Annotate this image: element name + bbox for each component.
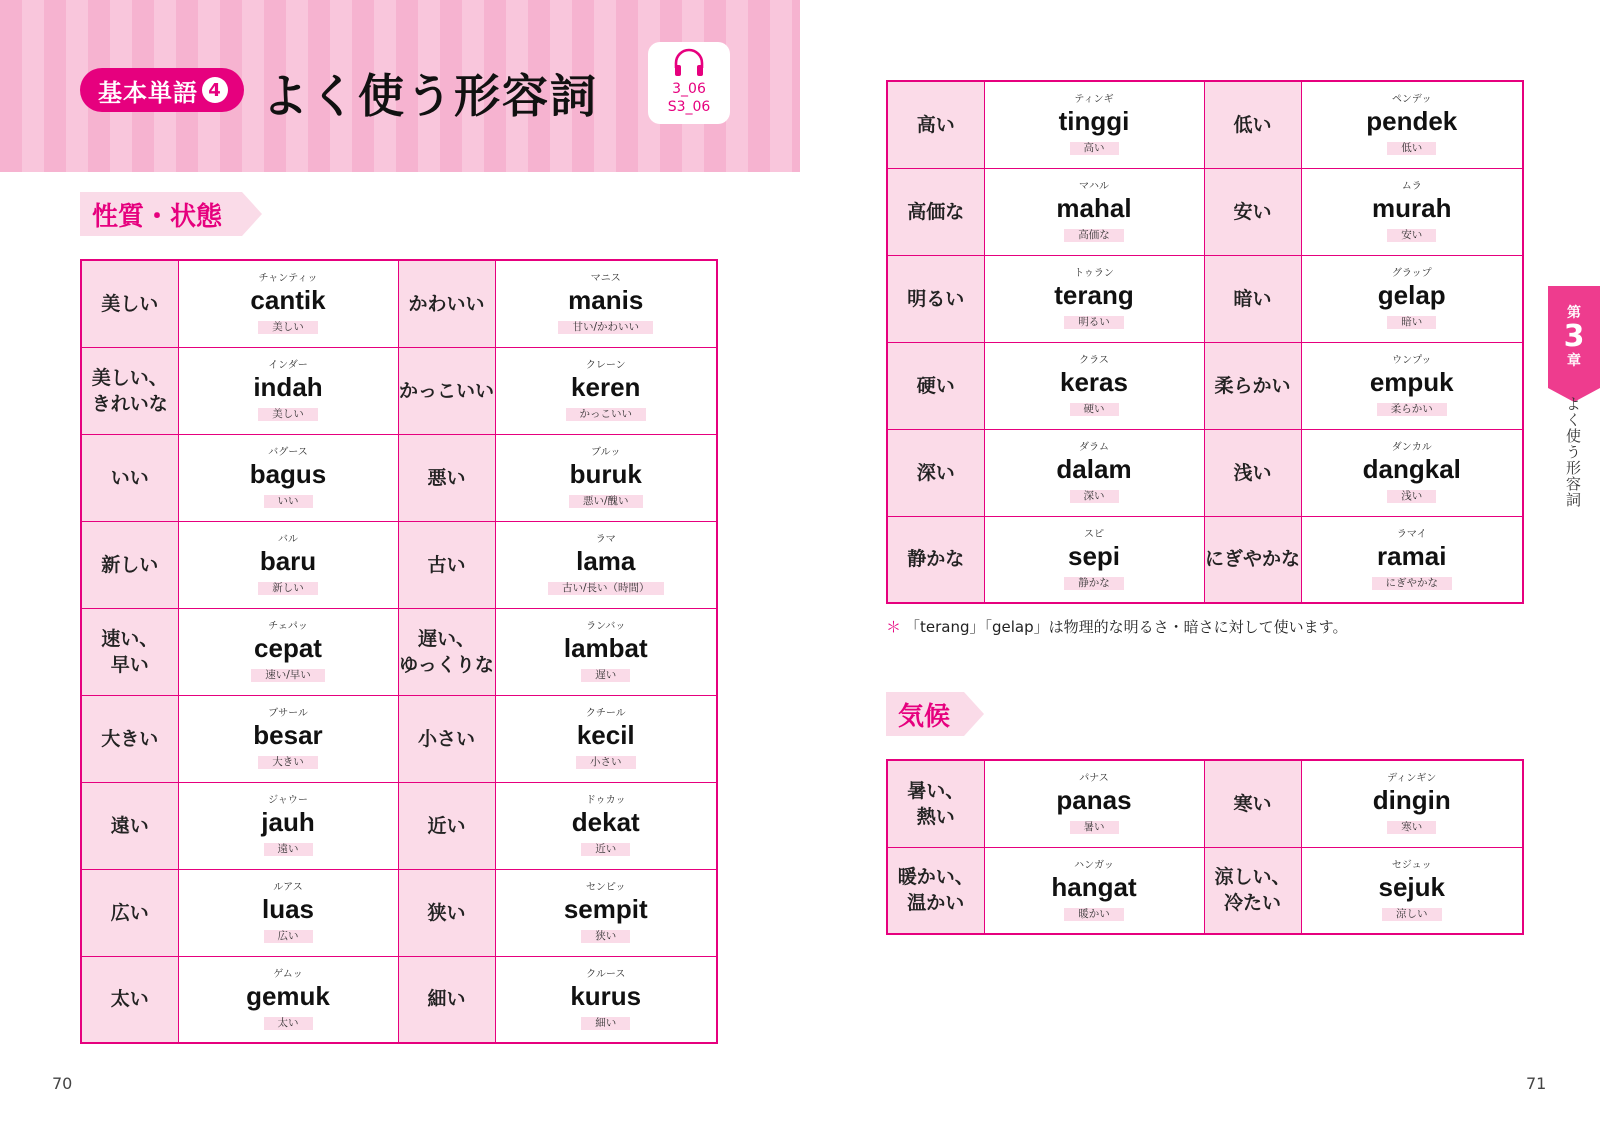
word-meaning: かっこいい (566, 408, 647, 421)
indonesian-word: dangkal (1362, 454, 1461, 484)
indonesian-word-cell (178, 956, 398, 1043)
pronunciation-ruby: バグース (268, 447, 308, 458)
japanese-term (1204, 81, 1301, 168)
japanese-term-text: 小さい (417, 727, 475, 750)
indonesian-word: bagus (249, 459, 327, 489)
pronunciation-ruby: ディンギン (1387, 773, 1437, 785)
audio-track-button[interactable] (648, 42, 730, 124)
indonesian-word: dingin (1372, 785, 1451, 816)
japanese-term (887, 255, 984, 342)
table-row (887, 847, 1523, 934)
indonesian-word-cell (495, 782, 717, 869)
japanese-term-text: 深い (916, 461, 955, 484)
pronunciation-ruby: ジャウー (268, 795, 308, 806)
indonesian-word-cell (495, 869, 717, 956)
japanese-term-text: 寒い (1233, 792, 1272, 815)
japanese-term (81, 956, 178, 1043)
word-meaning: 硬い (1070, 403, 1119, 416)
lesson-badge-label: 基本単語 (98, 78, 198, 107)
japanese-term-text: 古い (427, 553, 466, 576)
section-label-properties: 性質・状態 (80, 192, 242, 236)
japanese-term (1204, 847, 1301, 934)
pronunciation-ruby: ドゥカッ (585, 795, 626, 806)
pronunciation-ruby: チェパッ (268, 621, 308, 632)
word-meaning: 大きい (258, 756, 318, 769)
japanese-term-text: 大きい (101, 727, 159, 750)
indonesian-word: buruk (569, 459, 642, 489)
word-meaning: 甘い/かわいい (558, 321, 653, 334)
indonesian-word-cell (1301, 516, 1523, 603)
japanese-term-text: 遠い (110, 814, 149, 837)
pronunciation-ruby: ブサール (268, 708, 308, 719)
word-meaning: 美しい (258, 408, 318, 421)
pronunciation-ruby: インダー (268, 360, 308, 371)
indonesian-word: cantik (250, 285, 326, 316)
table-row (81, 956, 717, 1043)
note-text: 「terang」「gelap」は物理的な明るさ・暗さに対して使います。 (905, 618, 1348, 636)
chapter-tab-top: 第 (1567, 305, 1581, 321)
indonesian-word-cell (1301, 429, 1523, 516)
japanese-term-text: 安い (1233, 200, 1272, 223)
indonesian-word-cell (984, 168, 1204, 255)
japanese-term (398, 260, 495, 347)
word-meaning: 悪い/醜い (569, 495, 643, 508)
japanese-term (1204, 429, 1301, 516)
indonesian-word: besar (253, 720, 323, 750)
table-row (81, 521, 717, 608)
japanese-term-text: 細い (427, 988, 466, 1011)
indonesian-word: terang (1054, 280, 1134, 310)
japanese-term (81, 869, 178, 956)
japanese-term-text: 明るい (907, 287, 965, 310)
pronunciation-ruby: トゥラン (1074, 268, 1114, 279)
japanese-term-text: 太い (110, 988, 149, 1011)
indonesian-word: sepi (1067, 540, 1121, 571)
japanese-term (81, 608, 178, 695)
table-row (887, 516, 1523, 603)
word-meaning: 暗い (1387, 316, 1436, 329)
japanese-term-text: 高価な (907, 200, 965, 223)
indonesian-word-cell (1301, 760, 1523, 847)
word-meaning: 細い (581, 1017, 630, 1030)
usage-note (886, 616, 1347, 637)
word-meaning: にぎやかな (1372, 577, 1453, 590)
pronunciation-ruby: ゲムッ (273, 968, 303, 980)
japanese-term-text: にぎやかな (1204, 548, 1300, 571)
japanese-term-text: 低い (1233, 113, 1272, 136)
table-row (81, 695, 717, 782)
japanese-term (398, 956, 495, 1043)
indonesian-word-cell (1301, 847, 1523, 934)
table-row (81, 434, 717, 521)
pronunciation-ruby: マニス (590, 273, 621, 285)
pronunciation-ruby: ブルッ (590, 447, 621, 458)
japanese-term-text: 暗い (1233, 287, 1272, 310)
indonesian-word-cell (984, 81, 1204, 168)
pronunciation-ruby: クチール (585, 708, 626, 719)
indonesian-word-cell (495, 695, 717, 782)
japanese-term (398, 782, 495, 869)
japanese-term-text: 新しい (101, 553, 159, 576)
page-number-right: 71 (1526, 1074, 1547, 1093)
table-row (887, 168, 1523, 255)
pronunciation-ruby: スピ (1084, 528, 1104, 540)
table-row (887, 255, 1523, 342)
word-meaning: 遅い (581, 669, 630, 682)
page-title: よく使う形容詞 (262, 69, 598, 123)
pronunciation-ruby: チャンティッ (258, 273, 318, 285)
pronunciation-ruby: ペンデッ (1391, 94, 1432, 106)
japanese-term-text: 速い、 早い (101, 627, 159, 676)
note-asterisk: ＊ (886, 618, 902, 636)
indonesian-word-cell (1301, 342, 1523, 429)
japanese-term-text: 美しい (101, 292, 159, 315)
indonesian-word-cell (495, 260, 717, 347)
word-meaning: 広い (264, 930, 313, 943)
word-meaning: 太い (264, 1017, 313, 1030)
pronunciation-ruby: ダラム (1079, 442, 1109, 453)
japanese-term (398, 434, 495, 521)
pronunciation-ruby: クレーン (585, 360, 626, 371)
word-meaning: 柔らかい (1377, 403, 1447, 416)
japanese-term-text: かっこいい (398, 379, 494, 402)
indonesian-word: mahal (1056, 193, 1132, 223)
pronunciation-ruby: ランバッ (586, 621, 626, 632)
japanese-term (1204, 168, 1301, 255)
indonesian-word: dekat (571, 807, 640, 837)
japanese-term-text: 広い (110, 901, 149, 924)
indonesian-word: luas (261, 894, 315, 924)
japanese-term-text: 暖かい、 温かい (897, 866, 974, 915)
japanese-term-text: 狭い (427, 901, 466, 924)
table-row (887, 429, 1523, 516)
indonesian-word: tinggi (1058, 106, 1130, 137)
indonesian-word-cell (178, 695, 398, 782)
word-meaning: 暖かい (1064, 908, 1124, 921)
japanese-term (1204, 255, 1301, 342)
indonesian-word: hangat (1051, 871, 1137, 902)
japanese-term-text: 遅い、 ゆっくりな (399, 627, 494, 676)
japanese-term-text: 柔らかい (1214, 374, 1291, 397)
japanese-term (81, 782, 178, 869)
indonesian-word: jauh (261, 807, 315, 837)
word-meaning: 古い/長い（時間） (548, 582, 664, 595)
japanese-term (887, 81, 984, 168)
table-row (81, 347, 717, 434)
japanese-term (887, 760, 984, 847)
japanese-term (1204, 760, 1301, 847)
pronunciation-ruby: センピッ (585, 882, 626, 893)
pronunciation-ruby: ティンギ (1074, 94, 1114, 106)
indonesian-word-cell (178, 260, 398, 347)
indonesian-word: indah (253, 372, 323, 402)
indonesian-word-cell (984, 847, 1204, 934)
indonesian-word-cell (984, 429, 1204, 516)
table-row (887, 81, 1523, 168)
indonesian-word-cell (984, 516, 1204, 603)
japanese-term (1204, 516, 1301, 603)
indonesian-word: manis (568, 285, 644, 316)
audio-track-2: S3_06 (667, 99, 711, 115)
pronunciation-ruby: マハル (1079, 181, 1109, 192)
japanese-term-text: 暑い、 熱い (907, 779, 965, 828)
indonesian-word-cell (1301, 81, 1523, 168)
word-meaning: 速い/早い (251, 669, 325, 682)
pronunciation-ruby: ムラ (1401, 181, 1422, 192)
indonesian-word: sejuk (1378, 871, 1445, 902)
japanese-term-text: いい (110, 466, 149, 489)
pronunciation-ruby: ラマ (595, 534, 616, 545)
table-row (887, 342, 1523, 429)
japanese-term (398, 347, 495, 434)
word-meaning: 近い (581, 843, 630, 856)
japanese-term (81, 434, 178, 521)
side-chapter-title: よく使う形容詞 (1564, 396, 1582, 508)
indonesian-word-cell (1301, 168, 1523, 255)
section-label-climate: 気候 (886, 692, 964, 736)
indonesian-word: murah (1372, 193, 1452, 223)
vocab-table-climate (886, 759, 1524, 935)
japanese-term (398, 869, 495, 956)
indonesian-word-cell (495, 347, 717, 434)
table-row (81, 782, 717, 869)
indonesian-word: cepat (254, 633, 322, 663)
japanese-term (1204, 342, 1301, 429)
indonesian-word: keras (1060, 367, 1128, 397)
indonesian-word: gelap (1377, 280, 1446, 310)
word-meaning: 涼しい (1382, 908, 1442, 921)
pronunciation-ruby: ウンプッ (1392, 355, 1432, 366)
japanese-term-text: 高い (916, 113, 955, 136)
word-meaning: 深い (1070, 490, 1119, 503)
pronunciation-ruby: グラップ (1391, 268, 1432, 279)
word-meaning: 明るい (1064, 316, 1124, 329)
chapter-tab (1548, 286, 1600, 388)
lesson-badge-number: 4 (202, 77, 228, 103)
indonesian-word: pendek (1366, 106, 1458, 137)
indonesian-word-cell (495, 521, 717, 608)
japanese-term (887, 847, 984, 934)
pronunciation-ruby: クラス (1079, 355, 1109, 366)
japanese-term (398, 608, 495, 695)
indonesian-word: empuk (1369, 367, 1454, 397)
indonesian-word: lambat (563, 633, 648, 663)
indonesian-word-cell (1301, 255, 1523, 342)
indonesian-word: baru (259, 546, 317, 576)
table-row (81, 260, 717, 347)
word-meaning: 新しい (258, 582, 318, 595)
japanese-term (81, 695, 178, 782)
japanese-term-text: 浅い (1233, 461, 1272, 484)
japanese-term (887, 429, 984, 516)
pronunciation-ruby: ルアス (273, 882, 303, 893)
headphones-icon (672, 48, 706, 78)
japanese-term (398, 695, 495, 782)
table-row (81, 869, 717, 956)
japanese-term (887, 168, 984, 255)
indonesian-word-cell (178, 347, 398, 434)
indonesian-word: kecil (576, 720, 635, 750)
indonesian-word: sempit (563, 894, 648, 924)
indonesian-word-cell (984, 255, 1204, 342)
page-number-left: 70 (52, 1074, 73, 1093)
indonesian-word: lama (576, 546, 636, 576)
japanese-term (81, 260, 178, 347)
lesson-badge (80, 68, 244, 112)
japanese-term (887, 342, 984, 429)
indonesian-word: kurus (570, 980, 642, 1011)
indonesian-word-cell (178, 782, 398, 869)
japanese-term-text: かわいい (408, 292, 485, 315)
indonesian-word-cell (178, 869, 398, 956)
indonesian-word-cell (495, 956, 717, 1043)
japanese-term-text: 硬い (916, 374, 955, 397)
indonesian-word: dalam (1056, 454, 1132, 484)
indonesian-word: ramai (1377, 540, 1447, 571)
word-meaning: 安い (1387, 229, 1436, 242)
word-meaning: 遠い (264, 843, 313, 856)
word-meaning: 静かな (1064, 577, 1124, 590)
pronunciation-ruby: クルース (586, 968, 626, 980)
word-meaning: 高価な (1064, 229, 1124, 242)
indonesian-word-cell (984, 342, 1204, 429)
audio-track-1: 3_06 (672, 81, 706, 97)
japanese-term-text: 静かな (907, 548, 965, 571)
japanese-term (887, 516, 984, 603)
word-meaning: 狭い (581, 930, 630, 943)
word-meaning: 寒い (1387, 821, 1436, 834)
indonesian-word: keren (571, 372, 641, 402)
pronunciation-ruby: ハンガッ (1074, 859, 1114, 871)
pronunciation-ruby: セジュッ (1391, 859, 1432, 871)
pronunciation-ruby: パナス (1079, 773, 1109, 785)
word-meaning: 浅い (1387, 490, 1436, 503)
indonesian-word-cell (178, 608, 398, 695)
japanese-term (398, 521, 495, 608)
pronunciation-ruby: ダンカル (1391, 442, 1432, 453)
indonesian-word-cell (178, 521, 398, 608)
word-meaning: いい (264, 495, 313, 508)
indonesian-word-cell (178, 434, 398, 521)
japanese-term-text: 美しい、 きれいな (91, 366, 168, 415)
vocab-table-properties-continued (886, 80, 1524, 604)
japanese-term (81, 347, 178, 434)
japanese-term-text: 近い (427, 814, 466, 837)
word-meaning: 暑い (1070, 821, 1119, 834)
indonesian-word-cell (495, 434, 717, 521)
indonesian-word: panas (1056, 785, 1132, 816)
word-meaning: 美しい (258, 321, 318, 334)
vocab-table-properties (80, 259, 718, 1044)
table-row (81, 608, 717, 695)
indonesian-word: gemuk (246, 980, 330, 1011)
chapter-tab-number: 3 (1563, 319, 1585, 354)
chapter-tab-bottom: 章 (1567, 353, 1581, 369)
japanese-term-text: 涼しい、 冷たい (1214, 866, 1291, 915)
indonesian-word-cell (495, 608, 717, 695)
japanese-term-text: 悪い (427, 466, 466, 489)
word-meaning: 高い (1070, 142, 1119, 155)
pronunciation-ruby: ラマイ (1396, 528, 1427, 540)
word-meaning: 低い (1387, 142, 1436, 155)
word-meaning: 小さい (576, 756, 636, 769)
pronunciation-ruby: バル (278, 534, 298, 545)
indonesian-word-cell (984, 760, 1204, 847)
table-row (887, 760, 1523, 847)
japanese-term (81, 521, 178, 608)
